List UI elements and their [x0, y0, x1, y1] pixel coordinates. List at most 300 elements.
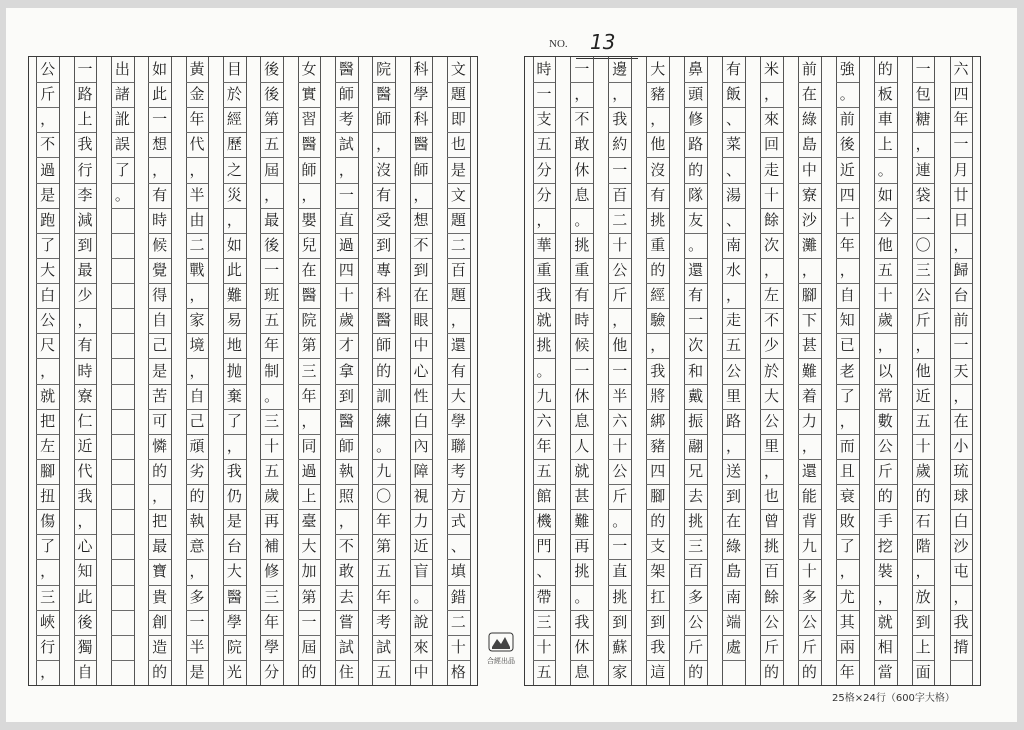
manuscript-character: 走 [763, 160, 779, 179]
manuscript-character: 我 [77, 135, 93, 154]
manuscript-character: 苦 [152, 386, 168, 405]
manuscript-character: 振 [688, 411, 704, 430]
manuscript-character: 己 [152, 336, 168, 355]
manuscript-character: 休 [574, 386, 590, 405]
cell-divider [111, 635, 133, 636]
manuscript-character: 可 [152, 411, 168, 430]
manuscript-character: ， [650, 110, 666, 129]
manuscript-character: 後 [839, 135, 855, 154]
manuscript-character: 百 [612, 185, 628, 204]
manuscript-column [253, 57, 290, 685]
manuscript-character: 一 [264, 261, 280, 280]
manuscript-character: 板 [877, 85, 893, 104]
manuscript-character: 考 [450, 461, 466, 480]
manuscript-character: 把 [152, 512, 168, 531]
manuscript-character: 仁 [77, 411, 93, 430]
manuscript-character: ， [801, 436, 817, 455]
manuscript-character: 時 [152, 210, 168, 229]
manuscript-character: 老 [839, 361, 855, 380]
manuscript-character: 還 [688, 261, 704, 280]
manuscript-character: 甚 [801, 336, 817, 355]
manuscript-character: 時 [77, 361, 93, 380]
manuscript-character: 住 [338, 662, 354, 681]
manuscript-character: 的 [152, 461, 168, 480]
manuscript-character: 就 [40, 386, 56, 405]
manuscript-character: 斤 [915, 311, 931, 330]
manuscript-character: 。 [877, 160, 893, 179]
manuscript-column [790, 57, 828, 685]
manuscript-character: 我 [574, 612, 590, 631]
manuscript-character: 公 [726, 361, 742, 380]
manuscript-character: 四 [839, 185, 855, 204]
manuscript-character: 。 [264, 386, 280, 405]
grid-spec-note: 25格×24行（600字大格） [832, 693, 955, 704]
manuscript-column [328, 57, 365, 685]
manuscript-character: 諸 [114, 85, 130, 104]
manuscript-character: 腳 [801, 286, 817, 305]
manuscript-character: 學 [264, 637, 280, 656]
manuscript-character: 去 [338, 587, 354, 606]
manuscript-character: 相 [877, 637, 893, 656]
manuscript-character: 我 [650, 361, 666, 380]
manuscript-character: 到 [338, 386, 354, 405]
manuscript-character: 師 [301, 160, 317, 179]
manuscript-character: 十 [801, 562, 817, 581]
manuscript-character: 五 [877, 261, 893, 280]
manuscript-character: 包 [915, 85, 931, 104]
manuscript-character: ， [839, 261, 855, 280]
manuscript-character: 一 [688, 311, 704, 330]
manuscript-character: ， [40, 110, 56, 129]
manuscript-character: 年 [536, 436, 552, 455]
manuscript-character: 過 [338, 235, 354, 254]
manuscript-column [866, 57, 904, 685]
manuscript-character: 的 [189, 487, 205, 506]
manuscript-character: 上 [77, 110, 93, 129]
manuscript-character: 時 [536, 60, 552, 79]
manuscript-character: 學 [450, 411, 466, 430]
manuscript-character: 最 [77, 261, 93, 280]
manuscript-character: 再 [574, 537, 590, 556]
manuscript-character: 餘 [763, 210, 779, 229]
manuscript-character: 一 [612, 160, 628, 179]
manuscript-character: 走 [726, 311, 742, 330]
manuscript-character: 多 [189, 587, 205, 606]
manuscript-character: 醫 [376, 311, 392, 330]
manuscript-character: 自 [77, 662, 93, 681]
manuscript-character: 將 [650, 386, 666, 405]
manuscript-character: 水 [726, 261, 742, 280]
manuscript-character: 五 [536, 662, 552, 681]
manuscript-character: 年 [189, 110, 205, 129]
manuscript-character: 以 [877, 361, 893, 380]
manuscript-character: 屆 [264, 160, 280, 179]
manuscript-character: 三 [264, 587, 280, 606]
manuscript-character: 上 [301, 487, 317, 506]
manuscript-character: 一 [612, 537, 628, 556]
manuscript-character: 白 [413, 411, 429, 430]
manuscript-character: 心 [77, 537, 93, 556]
manuscript-character: 學 [413, 85, 429, 104]
manuscript-character: 敢 [574, 135, 590, 154]
manuscript-character: 大 [226, 562, 242, 581]
manuscript-character: 十 [877, 286, 893, 305]
manuscript-character: 斤 [612, 487, 628, 506]
manuscript-column [440, 57, 477, 685]
manuscript-character: 分 [536, 160, 552, 179]
manuscript-character: 百 [688, 562, 704, 581]
manuscript-character: ， [726, 286, 742, 305]
manuscript-character: 李 [77, 185, 93, 204]
manuscript-character: 灘 [801, 235, 817, 254]
manuscript-character: 是 [40, 185, 56, 204]
manuscript-character: ， [839, 411, 855, 430]
manuscript-character: 不 [763, 311, 779, 330]
manuscript-character: 今 [877, 210, 893, 229]
page-number-prefix: NO. [549, 38, 568, 50]
manuscript-character: 盲 [413, 562, 429, 581]
manuscript-character: 第 [264, 110, 280, 129]
manuscript-character: 二 [450, 235, 466, 254]
manuscript-character: 裝 [877, 562, 893, 581]
manuscript-character: 了 [839, 386, 855, 405]
cell-divider [111, 459, 133, 460]
manuscript-character: 。 [612, 512, 628, 531]
manuscript-character: 金 [189, 85, 205, 104]
manuscript-character: 挑 [536, 336, 552, 355]
manuscript-character: 師 [338, 436, 354, 455]
cell-divider [111, 333, 133, 334]
manuscript-character: 文 [450, 185, 466, 204]
manuscript-character: 公 [915, 286, 931, 305]
cell-divider [722, 660, 745, 661]
manuscript-character: 左 [40, 436, 56, 455]
manuscript-character: 年 [264, 336, 280, 355]
manuscript-character: 訛 [114, 110, 130, 129]
manuscript-character: 易 [226, 311, 242, 330]
manuscript-character: 公 [688, 612, 704, 631]
manuscript-character: ， [877, 587, 893, 606]
manuscript-character: 難 [226, 286, 242, 305]
manuscript-character: 視 [413, 487, 429, 506]
manuscript-character: ， [726, 436, 742, 455]
cell-divider [111, 233, 133, 234]
manuscript-character: 科 [376, 286, 392, 305]
manuscript-character: 就 [536, 311, 552, 330]
manuscript-character: 自 [189, 386, 205, 405]
manuscript-character: 醫 [338, 411, 354, 430]
manuscript-character: 的 [915, 487, 931, 506]
manuscript-character: 小 [953, 436, 969, 455]
manuscript-character: 聯 [450, 436, 466, 455]
manuscript-column [677, 57, 715, 685]
manuscript-character: 知 [839, 311, 855, 330]
manuscript-character: 創 [152, 612, 168, 631]
manuscript-character: 習 [301, 110, 317, 129]
publisher-mark [480, 632, 522, 666]
manuscript-character: 當 [877, 662, 893, 681]
manuscript-character: 抛 [226, 361, 242, 380]
manuscript-character: 來 [413, 637, 429, 656]
manuscript-character: 院 [301, 311, 317, 330]
manuscript-character: 沒 [650, 160, 666, 179]
manuscript-character: 了 [226, 411, 242, 430]
manuscript-character: ， [77, 311, 93, 330]
manuscript-character: 戰 [189, 261, 205, 280]
cell-divider [111, 434, 133, 435]
manuscript-character: 我 [650, 637, 666, 656]
manuscript-character: 時 [574, 311, 590, 330]
manuscript-character: 公 [40, 311, 56, 330]
manuscript-character: 憐 [152, 436, 168, 455]
manuscript-character: 一 [915, 210, 931, 229]
manuscript-character: 式 [450, 512, 466, 531]
manuscript-character: 。 [574, 210, 590, 229]
manuscript-character: 屆 [301, 637, 317, 656]
manuscript-character: 受 [376, 210, 392, 229]
manuscript-character: 如 [877, 185, 893, 204]
manuscript-character: 十 [450, 637, 466, 656]
manuscript-character: 公 [763, 612, 779, 631]
manuscript-character: ， [40, 662, 56, 681]
manuscript-character: 後 [264, 85, 280, 104]
manuscript-character: 實 [301, 85, 317, 104]
manuscript-character: 如 [226, 235, 242, 254]
manuscript-character: 帶 [536, 587, 552, 606]
manuscript-character: 此 [77, 587, 93, 606]
manuscript-character: 醫 [301, 135, 317, 154]
manuscript-character: 衰 [839, 487, 855, 506]
manuscript-character: 三 [264, 411, 280, 430]
manuscript-character: 半 [612, 386, 628, 405]
manuscript-character: 五 [376, 662, 392, 681]
manuscript-column [828, 57, 866, 685]
manuscript-character: 我 [77, 487, 93, 506]
manuscript-character: 路 [688, 135, 704, 154]
manuscript-column [715, 57, 753, 685]
manuscript-character: 題 [450, 210, 466, 229]
manuscript-character: 挑 [574, 235, 590, 254]
manuscript-character: 五 [264, 461, 280, 480]
manuscript-character: 我 [612, 110, 628, 129]
manuscript-character: 代 [189, 135, 205, 154]
manuscript-column [525, 57, 563, 685]
manuscript-character: 糖 [915, 110, 931, 129]
manuscript-character: 就 [574, 461, 590, 480]
manuscript-character: 力 [801, 411, 817, 430]
manuscript-character: 的 [801, 662, 817, 681]
manuscript-character: 島 [801, 135, 817, 154]
manuscript-character: 在 [726, 512, 742, 531]
manuscript-character: 年 [264, 612, 280, 631]
manuscript-character: ， [915, 562, 931, 581]
manuscript-character: 十 [338, 286, 354, 305]
manuscript-character: 去 [688, 487, 704, 506]
manuscript-character: 、 [726, 210, 742, 229]
manuscript-character: 的 [301, 662, 317, 681]
cell-divider [111, 208, 133, 209]
manuscript-character: 後 [264, 235, 280, 254]
manuscript-character: 次 [763, 235, 779, 254]
manuscript-character: 其 [839, 612, 855, 631]
manuscript-character: ， [450, 311, 466, 330]
manuscript-character: 。 [413, 587, 429, 606]
manuscript-character: 寶 [152, 562, 168, 581]
manuscript-character: 的 [152, 662, 168, 681]
manuscript-column [178, 57, 215, 685]
manuscript-character: 綠 [726, 537, 742, 556]
manuscript-character: 一 [953, 135, 969, 154]
manuscript-character: 路 [726, 411, 742, 430]
manuscript-character: 障 [413, 461, 429, 480]
manuscript-character: 最 [264, 210, 280, 229]
manuscript-character: 到 [612, 612, 628, 631]
manuscript-character: 五 [536, 461, 552, 480]
manuscript-character: 百 [450, 261, 466, 280]
manuscript-character: 敗 [839, 512, 855, 531]
manuscript-character: ， [40, 361, 56, 380]
manuscript-character: 重 [536, 261, 552, 280]
manuscript-character: 、 [726, 110, 742, 129]
manuscript-character: 年 [953, 110, 969, 129]
manuscript-character: 。 [688, 235, 704, 254]
page-number-value: 13 [590, 30, 616, 54]
manuscript-character: 醫 [301, 286, 317, 305]
manuscript-character: 格 [450, 662, 466, 681]
manuscript-sheet [6, 8, 1017, 722]
cell-divider [111, 559, 133, 560]
manuscript-character: 一 [612, 361, 628, 380]
manuscript-character: 代 [77, 461, 93, 480]
manuscript-character: 下 [801, 311, 817, 330]
manuscript-character: 斤 [763, 637, 779, 656]
manuscript-character: 端 [726, 612, 742, 631]
manuscript-character: 覺 [152, 261, 168, 280]
manuscript-character: 近 [413, 537, 429, 556]
manuscript-character: 寮 [801, 185, 817, 204]
manuscript-character: 沙 [953, 537, 969, 556]
manuscript-character: 的 [650, 512, 666, 531]
manuscript-character: 和 [688, 361, 704, 380]
manuscript-character: 候 [152, 235, 168, 254]
manuscript-character: 目 [226, 60, 242, 79]
manuscript-character: 一 [152, 110, 168, 129]
manuscript-character: 說 [413, 612, 429, 631]
manuscript-character: 到 [915, 612, 931, 631]
manuscript-character: 手 [877, 512, 893, 531]
manuscript-character: 也 [450, 135, 466, 154]
manuscript-character: 補 [264, 537, 280, 556]
manuscript-character: 六 [953, 60, 969, 79]
manuscript-character: ， [338, 512, 354, 531]
manuscript-character: 有 [726, 60, 742, 79]
manuscript-character: 腳 [650, 487, 666, 506]
manuscript-character: 也 [763, 487, 779, 506]
manuscript-character: 屯 [953, 562, 969, 581]
manuscript-character: 性 [413, 386, 429, 405]
manuscript-character: 多 [801, 587, 817, 606]
cell-divider [950, 660, 973, 661]
manuscript-character: 他 [650, 135, 666, 154]
manuscript-character: 有 [450, 361, 466, 380]
manuscript-character: 知 [77, 562, 93, 581]
manuscript-character: ， [763, 461, 779, 480]
cell-divider [111, 409, 133, 410]
manuscript-character: 五 [376, 562, 392, 581]
manuscript-character: 四 [338, 261, 354, 280]
manuscript-character: 的 [877, 60, 893, 79]
manuscript-character: 尺 [40, 336, 56, 355]
manuscript-character: 九 [536, 386, 552, 405]
manuscript-character: 行 [77, 160, 93, 179]
manuscript-character: 綠 [801, 110, 817, 129]
publisher-label: 合經出品 [487, 657, 515, 665]
manuscript-character: ， [877, 336, 893, 355]
manuscript-character: 的 [763, 662, 779, 681]
manuscript-column [904, 57, 942, 685]
manuscript-character: 醫 [338, 60, 354, 79]
manuscript-character: 候 [574, 336, 590, 355]
manuscript-character: 由 [189, 210, 205, 229]
manuscript-character: 學 [226, 612, 242, 631]
manuscript-character: 試 [338, 637, 354, 656]
manuscript-column [290, 57, 327, 685]
manuscript-character: 十 [763, 185, 779, 204]
manuscript-character: 百 [763, 562, 779, 581]
manuscript-character: 廿 [953, 185, 969, 204]
manuscript-character: 專 [376, 261, 392, 280]
manuscript-character: 直 [612, 562, 628, 581]
manuscript-character: 第 [301, 587, 317, 606]
manuscript-character: 尤 [839, 587, 855, 606]
manuscript-character: ， [264, 185, 280, 204]
manuscript-character: 四 [953, 85, 969, 104]
manuscript-character: 難 [801, 361, 817, 380]
manuscript-character: 扭 [40, 487, 56, 506]
manuscript-character: 上 [877, 135, 893, 154]
manuscript-character: 想 [413, 210, 429, 229]
manuscript-character: 家 [612, 662, 628, 681]
manuscript-column [141, 57, 178, 685]
manuscript-character: 館 [536, 487, 552, 506]
manuscript-character: 嘗 [338, 612, 354, 631]
manuscript-character: 師 [338, 85, 354, 104]
manuscript-character: 直 [338, 210, 354, 229]
manuscript-character: 是 [226, 512, 242, 531]
manuscript-character: 南 [726, 235, 742, 254]
manuscript-character: 。 [574, 587, 590, 606]
manuscript-character: 他 [877, 235, 893, 254]
manuscript-character: 一 [189, 612, 205, 631]
manuscript-character: 豬 [650, 436, 666, 455]
manuscript-character: 前 [801, 60, 817, 79]
manuscript-character: 島 [726, 562, 742, 581]
manuscript-character: 十 [612, 235, 628, 254]
manuscript-character: 科 [413, 110, 429, 129]
manuscript-character: 斤 [688, 637, 704, 656]
manuscript-character: 斤 [801, 637, 817, 656]
cell-divider [111, 534, 133, 535]
manuscript-character: 的 [877, 487, 893, 506]
manuscript-character: 科 [413, 60, 429, 79]
manuscript-character: 兩 [839, 637, 855, 656]
manuscript-character: ， [226, 436, 242, 455]
manuscript-character: 十 [264, 436, 280, 455]
manuscript-character: 內 [413, 436, 429, 455]
manuscript-character: 五 [264, 311, 280, 330]
manuscript-character: 歲 [264, 487, 280, 506]
manuscript-character: 歲 [915, 461, 931, 480]
